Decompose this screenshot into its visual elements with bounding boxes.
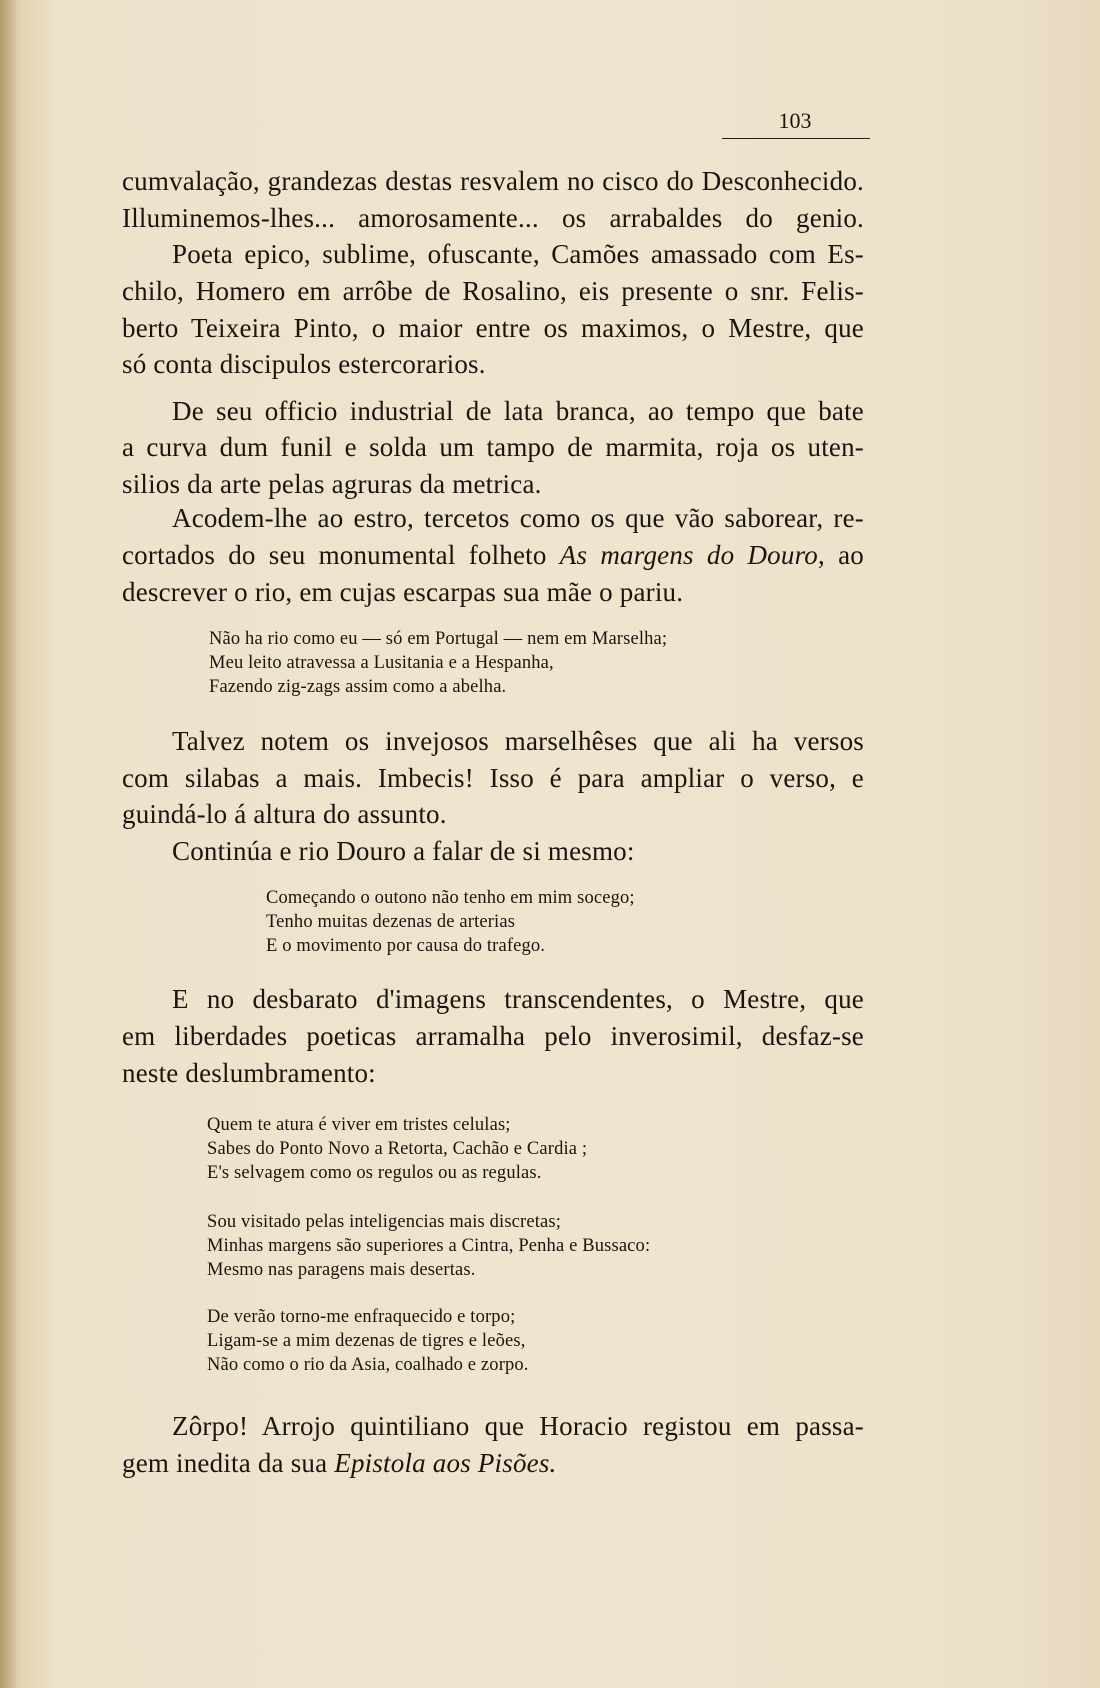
text-line: Illuminemos-lhes... amorosamente... os arrabaldes do genio. (122, 203, 864, 233)
verse-line: E's selvagem como os regulos ou as regulas. (207, 1163, 542, 1183)
verse-line: De verão torno-me enfraquecido e torpo; (207, 1307, 516, 1327)
text-line: Acodem-lhe ao estro, tercetos como os que vão saborear, re- (172, 503, 864, 533)
text-line: E no desbarato d'imagens transcendentes, o Mestre, que (172, 984, 864, 1014)
text-line: neste deslumbramento: (122, 1058, 376, 1088)
text-span: cortados do seu monumental folheto (122, 540, 547, 570)
book-title-italic: As margens do Douro (559, 540, 818, 570)
text-line: silios da arte pelas agruras da metrica. (122, 469, 542, 499)
text-line (122, 537, 864, 574)
verse-line: Sabes do Ponto Novo a Retorta, Cachão e Cardia ; (207, 1139, 588, 1159)
text-line: descrever o rio, em cujas escarpas sua mãe o pariu. (122, 577, 684, 607)
paragraph-6: Continúa e rio Douro a falar de si mesmo: (172, 836, 635, 866)
verse-stanza-3 (207, 1113, 587, 1185)
verse-line: Começando o outono não tenho em mim socego; (266, 888, 635, 908)
verse-line: Mesmo nas paragens mais desertas. (207, 1260, 476, 1280)
text-line: cumvalação, grandezas destas resvalem no cisco do Desconhecido. (122, 166, 864, 196)
text-span: , ao (817, 540, 864, 570)
text-line: Zôrpo! Arrojo quintiliano que Horacio registou em passa- (172, 1411, 864, 1441)
text-line: guindá-lo á altura do assunto. (122, 799, 447, 829)
verse-line: Minhas margens são superiores a Cintra, Penha e Bussaco: (207, 1236, 651, 1256)
verse-line: Fazendo zig-zags assim como a abelha. (209, 677, 507, 697)
verse-line: Ligam-se a mim dezenas de tigres e leões, (207, 1331, 526, 1351)
verse-line: Não ha rio como eu — só em Portugal — nem em Marselha; (209, 629, 668, 649)
verse-stanza-5 (207, 1305, 529, 1377)
verse-line: Meu leito atravessa a Lusitania e a Hespanha, (209, 653, 554, 673)
text-line: com silabas a mais. Imbecis! Isso é para ampliar o verso, e (122, 763, 864, 793)
page-spine-shadow (0, 0, 16, 1688)
verse-stanza-4 (207, 1210, 650, 1282)
text-line: Talvez notem os invejosos marselhêses que ali ha versos (172, 726, 864, 756)
verse-line: Não como o rio da Asia, coalhado e zorpo. (207, 1355, 529, 1375)
page-number: 103 (778, 108, 812, 133)
verse-line: E o movimento por causa do trafego. (266, 936, 546, 956)
text-line: em liberdades poeticas arramalha pelo inverosimil, desfaz-se (122, 1021, 864, 1051)
header-rule (722, 138, 870, 139)
text-line (122, 1445, 864, 1482)
text-line: a curva dum funil e solda um tampo de marmita, roja os uten- (122, 432, 864, 462)
verse-line: Sou visitado pelas inteligencias mais discretas; (207, 1212, 562, 1232)
verse-line: Tenho muitas dezenas de arterias (266, 912, 516, 932)
verse-stanza-1 (209, 627, 667, 699)
text-span: gem inedita da sua (122, 1448, 328, 1478)
text-line: só conta discipulos estercorarios. (122, 349, 486, 379)
verse-stanza-2 (266, 886, 635, 958)
text-line: Poeta epico, sublime, ofuscante, Camões amassado com Es- (172, 239, 864, 269)
text-line: De seu officio industrial de lata branca, ao tempo que bate (172, 396, 864, 426)
book-title-italic: Epistola aos Pisões. (334, 1448, 557, 1478)
text-line: chilo, Homero em arrôbe de Rosalino, eis presente o snr. Felis- (122, 276, 864, 306)
verse-line: Quem te atura é viver em tristes celulas; (207, 1115, 511, 1135)
text-line: berto Teixeira Pinto, o maior entre os maximos, o Mestre, que (122, 313, 864, 343)
